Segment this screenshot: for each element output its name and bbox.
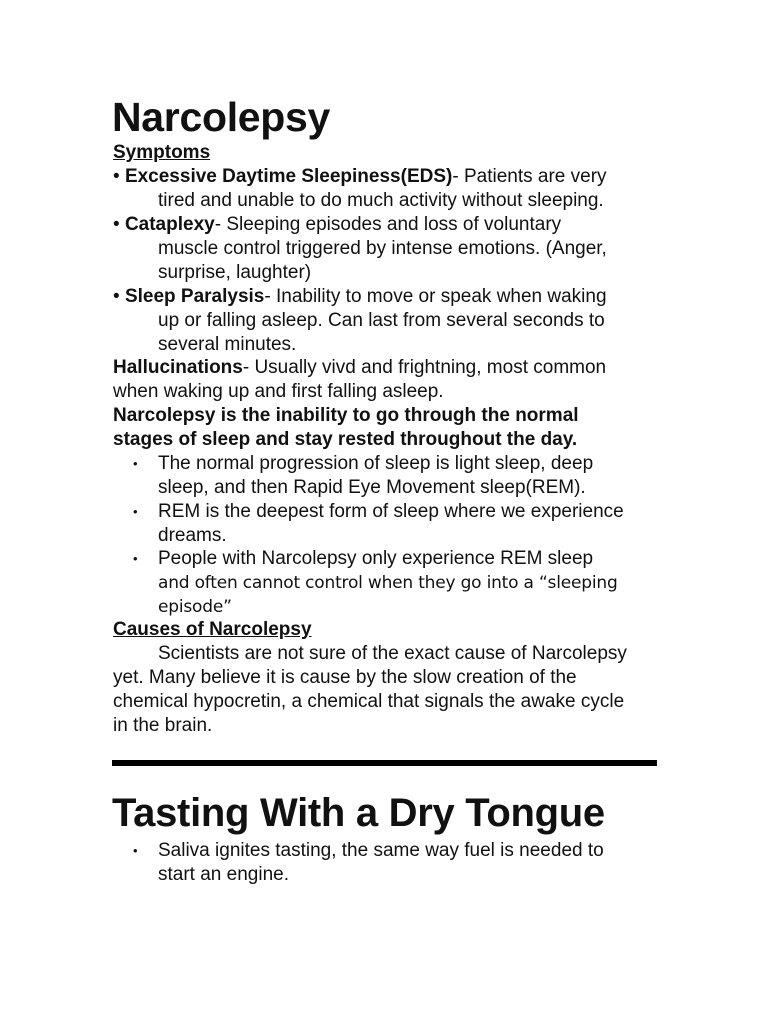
list-item-cont: sleep, and then Rapid Eye Movement sleep(REM). bbox=[158, 477, 586, 498]
hallucinations-line bbox=[113, 356, 606, 380]
symptom-term: Cataplexy bbox=[124, 214, 215, 235]
list-bullet: • bbox=[133, 551, 138, 566]
list-item: REM is the deepest form of sleep where we experience bbox=[158, 501, 624, 522]
symptom-text: - Sleeping episodes and loss of voluntary bbox=[214, 214, 562, 235]
list-item-cont: start an engine. bbox=[158, 864, 289, 885]
bullet-marker: • bbox=[113, 166, 120, 187]
causes-paragraph: chemical hypocretin, a chemical that signals the awake cycle bbox=[113, 691, 625, 712]
causes-paragraph: yet. Many believe it is cause by the slow creation of the bbox=[113, 667, 577, 688]
definition-statement: Narcolepsy is the inability to go through the normal bbox=[113, 405, 579, 426]
symptom-text: - Inability to move or speak when waking bbox=[264, 286, 607, 307]
causes-heading: Causes of Narcolepsy bbox=[113, 619, 312, 640]
symptom-term: Excessive Daytime Sleepiness(EDS) bbox=[124, 166, 453, 187]
section-title: Tasting With a Dry Tongue bbox=[112, 791, 605, 835]
section-divider bbox=[112, 760, 657, 766]
list-item: Saliva ignites tasting, the same way fuel is needed to bbox=[158, 840, 604, 861]
symptom-eds-cont: tired and unable to do much activity without sleeping. bbox=[158, 190, 604, 211]
list-item-cont: episode” bbox=[158, 597, 232, 617]
list-item-cont: and often cannot control when they go into a “sleeping bbox=[158, 573, 618, 593]
symptom-paralysis-cont: up or falling asleep. Can last from several seconds to bbox=[158, 310, 605, 331]
list-item-cont: dreams. bbox=[158, 525, 227, 546]
symptom-cataplexy-cont: muscle control triggered by intense emotions. (Anger, bbox=[158, 238, 607, 259]
definition-statement: stages of sleep and stay rested throughout the day. bbox=[113, 429, 578, 450]
page-title: Narcolepsy bbox=[112, 94, 331, 140]
symptoms-heading: Symptoms bbox=[113, 142, 211, 163]
hallucinations-text: - Usually vivd and frightning, most common bbox=[242, 357, 607, 378]
list-bullet: • bbox=[133, 456, 138, 471]
causes-paragraph: in the brain. bbox=[113, 715, 213, 736]
list-item: People with Narcolepsy only experience REM sleep bbox=[158, 548, 594, 569]
causes-paragraph: Scientists are not sure of the exact cause of Narcolepsy bbox=[158, 643, 627, 664]
symptom-cataplexy bbox=[113, 213, 561, 237]
list-item: The normal progression of sleep is light sleep, deep bbox=[158, 453, 594, 474]
list-bullet: • bbox=[133, 504, 138, 519]
hallucinations-cont: when waking up and first falling asleep. bbox=[113, 381, 444, 402]
bullet-marker: • bbox=[113, 214, 120, 235]
symptom-eds bbox=[113, 165, 607, 189]
symptom-paralysis bbox=[113, 285, 607, 309]
hallucinations-term: Hallucinations bbox=[113, 357, 243, 378]
list-bullet: • bbox=[133, 843, 138, 858]
symptom-cataplexy-cont: surprise, laughter) bbox=[158, 262, 312, 283]
symptom-text: - Patients are very bbox=[452, 166, 607, 187]
symptom-paralysis-cont: several minutes. bbox=[158, 334, 297, 355]
bullet-marker: • bbox=[113, 286, 120, 307]
symptom-term: Sleep Paralysis bbox=[124, 286, 265, 307]
